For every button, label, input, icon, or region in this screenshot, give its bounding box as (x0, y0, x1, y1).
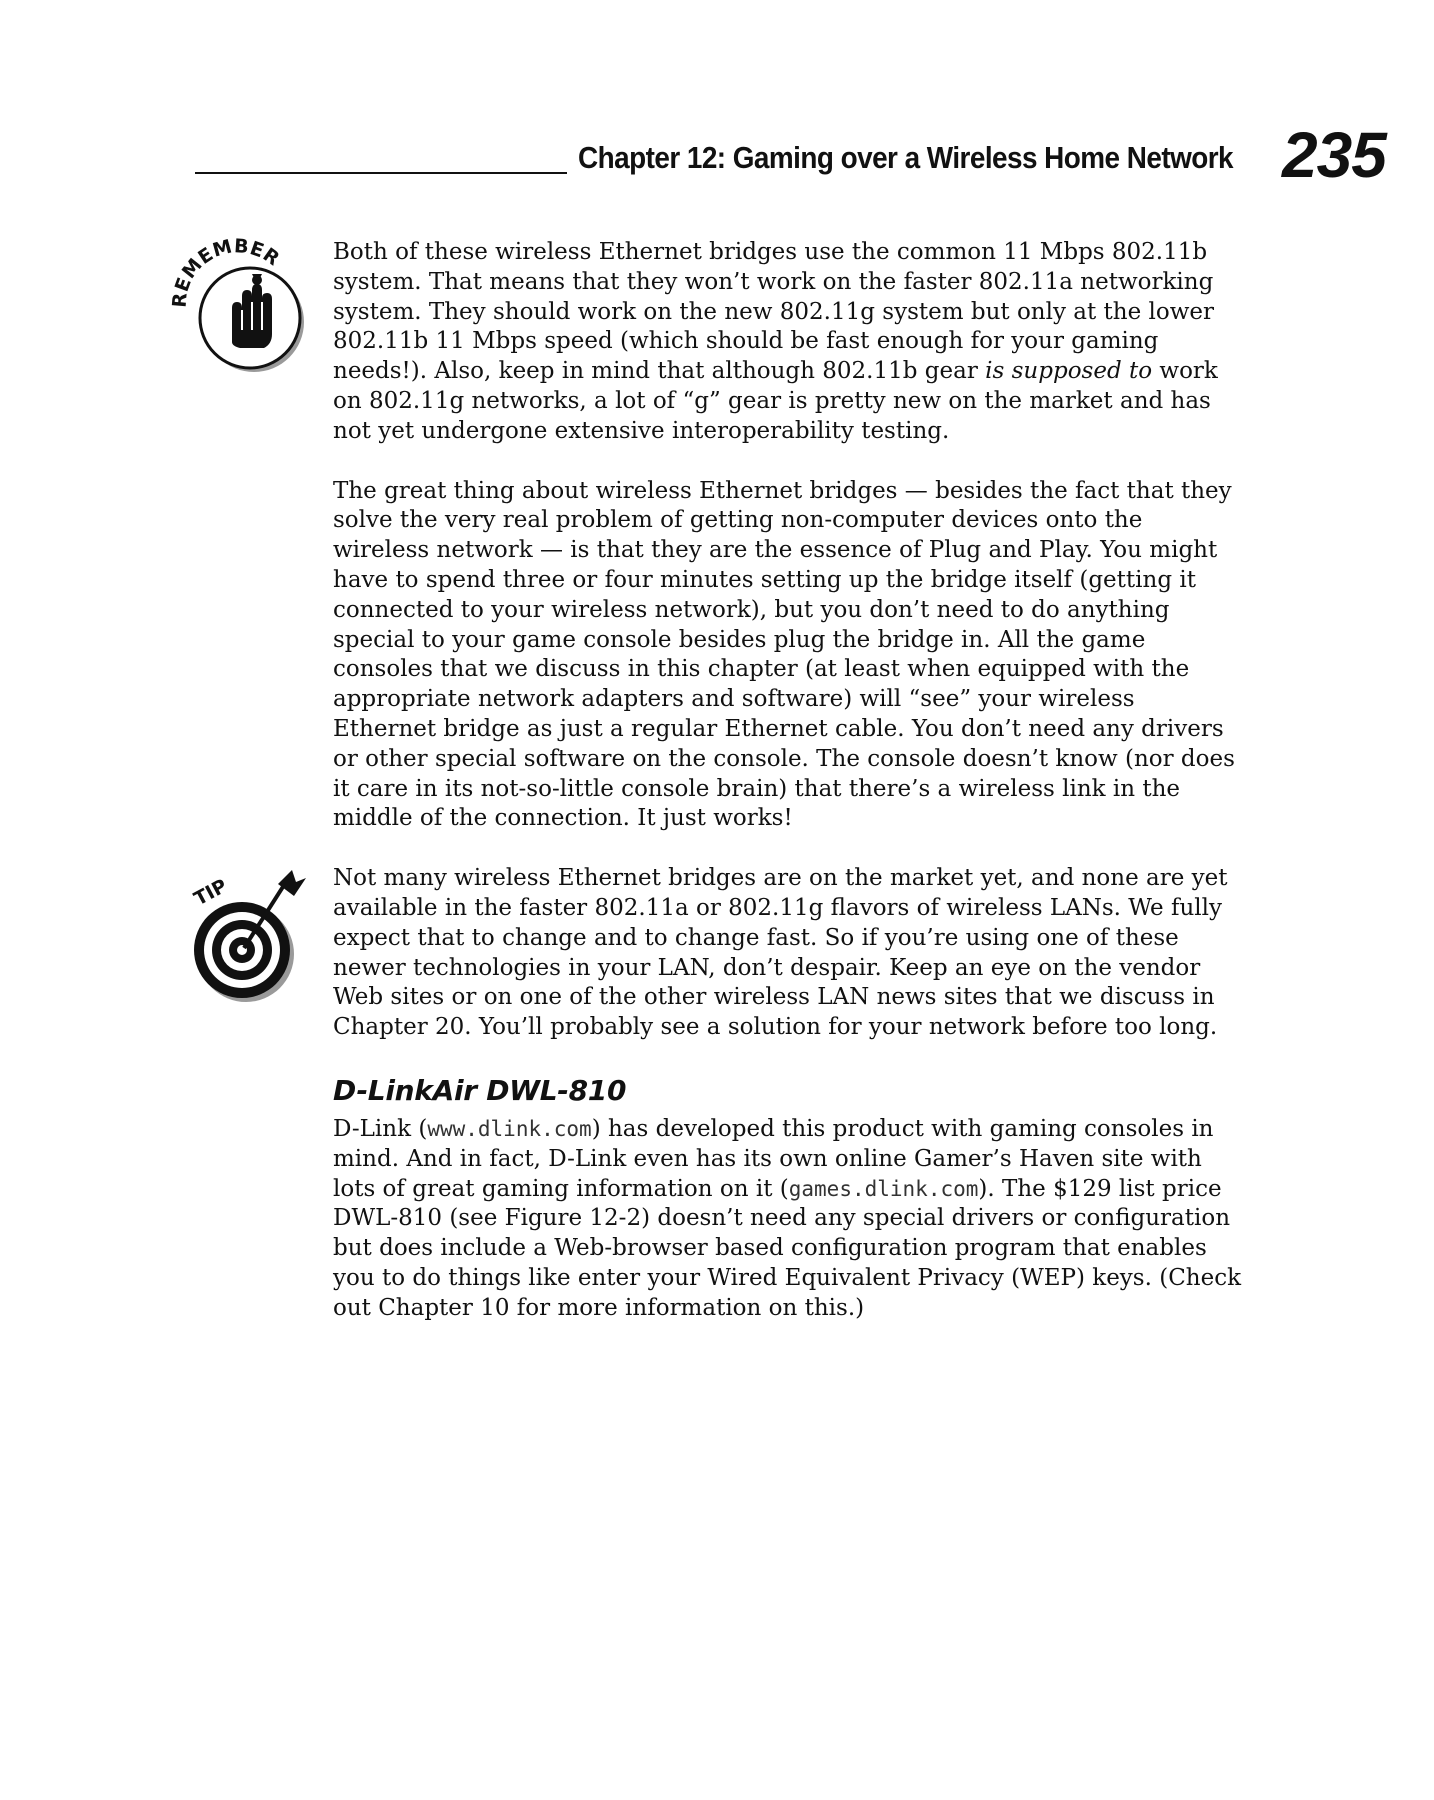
paragraph-bridges-compatibility: Both of these wireless Ethernet bridges use the common 11 Mbps 802.11b system. That means that they won’t work on the faster 802.11a networking system. They should work on the new 802.11g system but only at the lower 802.11b 11 Mbps speed (which should be fast enough for your gaming needs!). Also, keep in mind that although 802.11b gear is supposed to work on 802.11g networks, a lot of “g” gear is pretty new on the market and has not yet undergone extensive interoperability testing. (333, 239, 1218, 444)
tip-icon (188, 862, 310, 1002)
games-url: games.dlink.com (788, 1176, 979, 1201)
running-header-title: Chapter 12: Gaming over a Wireless Home Network (578, 140, 1234, 175)
paragraph-dlink-description: D-Link (www.dlink.com) has developed this product with gaming consoles in mind. And in fact, D-Link even has its own online Gamer’s Haven site with lots of great gaming information on it (games.dlink.com). The $129 list price DWL-810 (see Figure 12-2) doesn’t need any special drivers or configuration but does include a Web-browser based configuration program that enables you to do things like enter your Wired Equivalent Privacy (WEP) keys. (Check out Chapter 10 for more information on this.) (333, 1115, 1242, 1321)
emphasis-text: is supposed to (985, 358, 1153, 385)
paragraph-plug-and-play: The great thing about wireless Ethernet bridges — besides the fact that they solve the very real problem of getting non-computer devices onto the wireless network — is that they are the essence of Plug and Play. You might have to spend three or four minutes setting up the bridge itself (getting it connected to your wireless network), but you don’t need to do anything special to your game console besides plug the bridge in. All the game consoles that we discuss in this chapter (at least when equipped with the appropriate network adapters and software) will “see” your wireless Ethernet bridge as just a regular Ethernet cable. You don’t need any drivers or other special software on the console. The console doesn’t know (nor does it care in its not-so-little console brain) that there’s a wireless link in the middle of the connection. It just works! (333, 477, 1235, 832)
page-number: 235 (1282, 119, 1386, 191)
tip-label: TIP (190, 874, 231, 911)
remember-icon (168, 238, 308, 378)
paragraph-tip-availability: Not many wireless Ethernet bridges are on the market yet, and none are yet available in the faster 802.11a or 802.11g flavors of wireless LANs. We fully expect that to change and to change fast. So if you’re using one of these newer technologies in your LAN, don’t despair. Keep an eye on the vendor Web sites or on one of the other wireless LAN news sites that we discuss in Chapter 20. You’ll probably see a solution for your network before too long. (333, 865, 1228, 1041)
remember-label: REMEMBER (168, 238, 284, 309)
dlink-url: www.dlink.com (427, 1116, 592, 1141)
section-heading: D-LinkAir DWL-810 (333, 1073, 627, 1107)
header-rule (195, 172, 567, 174)
page-body (333, 238, 1243, 1324)
